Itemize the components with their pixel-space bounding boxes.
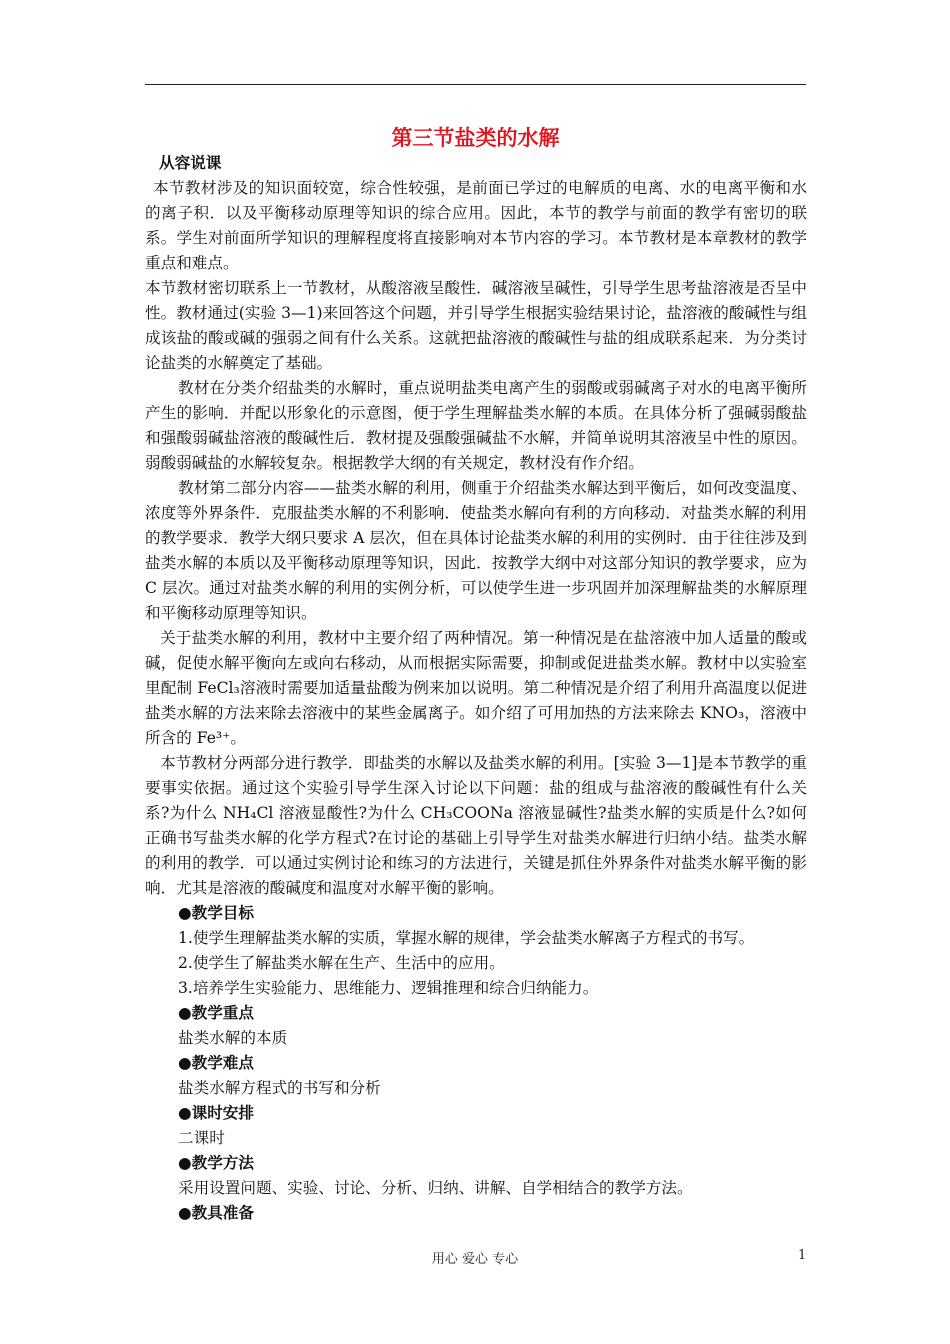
method-heading: ●教学方法 xyxy=(178,1154,254,1172)
paragraph-6: 本节教材分两部分进行教学．即盐类的水解以及盐类水解的利用。[实验 3—1]是本节教学的重要事实依据。通过这个实验引导学生深入讨论以下问题：盐的组成与盐溶液的酸碱性有什么关系?为什么 NH₄Cl 溶液显酸性?为什么 CH₃COONa 溶液显碱性?盐类水解的实质是什么?如何正确书写盐类水解的化学方程式?在讨论的基础上引导学生对盐类水解进行归纳小结。盐类水解的利用的教学．可以通过实例讨论和练习的方法进行，关键是抓住外界条件对盐类水解平衡的影响．尤其是溶液的酸碱度和温度对水解平衡的影响。 xyxy=(145,754,807,897)
header-rule xyxy=(145,84,806,85)
key-point-heading: ●教学重点 xyxy=(178,1004,254,1022)
key-point-text: 盐类水解的本质 xyxy=(178,1029,288,1047)
difficulty-heading: ●教学难点 xyxy=(178,1054,254,1072)
section-heading: 从容说课 xyxy=(159,154,222,172)
paragraph-4: 教材第二部分内容——盐类水解的利用，侧重于介绍盐类水解达到平衡后，如何改变温度、浓度等外界条件．克服盐类水解的不利影响．使盐类水解向有利的方向移动．对盐类水解的利用的教学要求．教学大纲只要求 A 层次，但在具体讨论盐类水解的利用的实例时．由于往往涉及到盐类水解的本质以及平衡移动原理等知识，因此．按教学大纲中对这部分知识的教学要求，应为 C 层次。通过对盐类水解的利用的实例分析，可以使学生进一步巩固并加深理解盐类的水解原理和平衡移动原理等知识。 xyxy=(145,479,807,622)
tools-heading: ●教具准备 xyxy=(178,1204,254,1222)
document-body xyxy=(145,151,807,1226)
difficulty-text: 盐类水解方程式的书写和分析 xyxy=(178,1079,381,1097)
schedule-heading: ●课时安排 xyxy=(178,1104,254,1122)
page-title: 第三节盐类的水解 xyxy=(391,126,560,150)
footer-text: 用心 爱心 专心 xyxy=(431,1252,519,1267)
paragraph-3: 教材在分类介绍盐类的水解时，重点说明盐类电离产生的弱酸或弱碱离子对水的电离平衡所产生的影响．并配以形象化的示意图，便于学生理解盐类水解的本质。在具体分析了强碱弱酸盐和强酸弱碱盐溶液的酸碱性后．教材提及强酸强碱盐不水解，并简单说明其溶液呈中性的原因。弱酸弱碱盐的水解较复杂。根据教学大纲的有关规定，教材没有作介绍。 xyxy=(145,379,807,472)
goal-item-3: 3.培养学生实验能力、思维能力、逻辑推理和综合归纳能力。 xyxy=(178,979,599,997)
paragraph-1: 本节教材涉及的知识面较宽，综合性较强，是前面已学过的电解质的电离、水的电离平衡和水的离子积．以及平衡移动原理等知识的综合应用。因此，本节的教学与前面的教学有密切的联系。学生对前面所学知识的理解程度将直接影响对本节内容的学习。本节教材是本章教材的教学重点和难点。 xyxy=(145,179,807,272)
goal-item-2: 2.使学生了解盐类水解在生产、生活中的应用。 xyxy=(178,954,505,972)
method-text: 采用设置问题、实验、讨论、分析、归纳、讲解、自学相结合的教学方法。 xyxy=(178,1179,693,1197)
goal-item-1: 1.使学生理解盐类水解的实质，掌握水解的规律，学会盐类水解离子方程式的书写。 xyxy=(178,929,755,947)
paragraph-5: 关于盐类水解的利用，教材中主要介绍了两种情况。第一种情况是在盐溶液中加人适量的酸或碱，促使水解平衡向左或向右移动，从而根据实际需要，抑制或促进盐类水解。教材中以实验室里配制 FeCl₃溶液时需要加适量盐酸为例来加以说明。第二种情况是介绍了利用升高温度以促进盐类水解的方法来除去溶液中的某些金属离子。如介绍了可用加热的方法来除去 KNO₃，溶液中所含的 Fe³⁺。 xyxy=(145,629,807,747)
page-number: 1 xyxy=(798,1248,807,1263)
goals-heading: ●教学目标 xyxy=(178,904,254,922)
schedule-text: 二课时 xyxy=(178,1129,225,1147)
paragraph-2: 本节教材密切联系上一节教材，从酸溶液呈酸性．碱溶液呈碱性，引导学生思考盐溶液是否呈中性。教材通过(实验 3—1)来回答这个问题，并引导学生根据实验结果讨论，盐溶液的酸碱性与组成该盐的酸或碱的强弱之间有什么关系。这就把盐溶液的酸碱性与盐的组成联系起来．为分类讨论盐类的水解奠定了基础。 xyxy=(145,279,807,372)
